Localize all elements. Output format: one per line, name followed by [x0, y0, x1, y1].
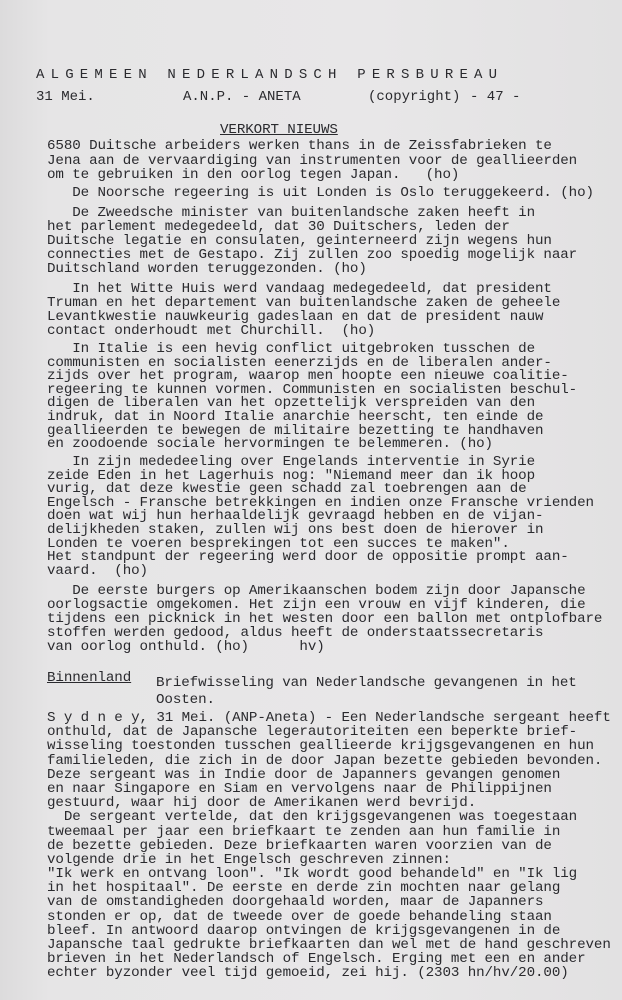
text-line: van oorlog onthuld. (ho) hv)	[47, 639, 325, 655]
text-line: Jena aan de vervaardiging van instrumenten voor de geallieerden	[47, 152, 578, 169]
section-label: Binnenland	[47, 670, 132, 686]
text-line: Het standpunt der regeering werd door de oppositie prompt aan-	[47, 549, 569, 566]
paragraph	[47, 139, 577, 183]
text-line: Levantkwestie nauwkeurig gadeslaan en dat de president nauw	[47, 309, 544, 325]
text-line: Londen te voeren besprekingen tot een succes te maken".	[47, 535, 510, 552]
text-line: indruk, dat in Noord Italie anarchie heerscht, ten einde de	[47, 408, 544, 425]
paragraph	[47, 584, 602, 654]
text-line: om te gebruiken in den oorlog tegen Japan. (ho)	[47, 167, 460, 183]
text-line: stonden er op, dat de tweede over de goede behandeling staan	[47, 908, 552, 925]
text-line: volgende drie in het Engelsch geschreven zinnen:	[47, 851, 451, 868]
text-line: Duitsche legatie en consulaten, geinterneerd zijn wegens hun	[47, 233, 552, 249]
text-line: oorlogsactie omgekomen. Het zijn een vrouw en vijf kinderen, die	[47, 597, 586, 613]
text-line: en naar Singapore en Siam en vervolgens naar de Philippijnen	[47, 780, 552, 797]
paragraph	[47, 456, 594, 578]
text-line: digen de liberalen van het opzettelijk verspreiden van den	[47, 395, 536, 412]
text-line: In Italie is een hevig conflict uitgebroken tusschen de	[47, 341, 536, 357]
text-line: delijkheden staken, zullen wij ons best doen de hierover in	[47, 521, 544, 538]
text-line: tweemaal per jaar een briefkaart te zenden aan hun familie in	[47, 823, 561, 840]
text-line: van de omstandigheden doorgehaald worden, maar de Japanners	[47, 894, 544, 911]
text-line: vurig, dat deze kwestie geen schadd zal toebrengen aan de	[47, 481, 527, 498]
text-line: De Noorsche regeering is uit Londen is Oslo teruggekeerd. (ho)	[47, 185, 594, 201]
headline-line: Briefwisseling van Nederlandsche gevangenen in het	[156, 675, 577, 691]
text-line: regeering te kunnen vormen. Communisten en socialisten beschul-	[47, 381, 578, 398]
paragraph	[47, 282, 560, 338]
date: 31 Mei.	[36, 89, 95, 105]
text-line: Japansche taal gedrukte briefkaarten dan wel met de hand geschreven	[47, 937, 611, 953]
text-line: In zijn mededeeling over Engelands interventie in Syrie	[47, 454, 536, 470]
text-line: zijds over het program, waarop men hoopte een nieuwe coalitie-	[47, 368, 569, 385]
text-line: In het Witte Huis werd vandaag medegedeeld, dat president	[47, 281, 552, 297]
text-line: brieven in het Nederlandsch of Engelsch. Erging met een en ander	[47, 951, 586, 968]
text-line: S y d n e y, 31 Mei. (ANP-Aneta) - Een Nederlandsche sergeant heeft	[47, 710, 611, 726]
text-line: en zoodoende sociale hervormingen te belemmeren. (ho)	[47, 436, 493, 453]
text-line: "Ik werk en ontvang loon". "Ik wordt good behandeld" en "Ik lig	[47, 866, 578, 883]
text-line: Duitschland worden teruggezonden. (ho)	[47, 261, 367, 277]
text-line: De sergeant vertelde, dat den krijgsgevangenen was toegestaan	[47, 809, 578, 826]
text-line: De Zweedsche minister van buitenlandsche zaken heeft in	[47, 205, 536, 221]
text-line: echter byzonder veel tijd gemoeid, zei hij. (2303 hn/hv/20.00)	[47, 965, 569, 982]
text-line: De eerste burgers op Amerikaanschen bodem zijn door Japansche	[47, 583, 586, 599]
text-line: connecties met de Gestapo. Zij zullen zoo spoedig mogelijk naar	[47, 247, 578, 263]
text-line: familieleden, die zich in de door Japan bezette gebieden bevonden.	[47, 752, 603, 769]
text-line: geallieerden te bewegen de militaire bezetting te handhaven	[47, 422, 544, 439]
headline-line: Oosten.	[156, 692, 215, 708]
text-line: het parlement medegedeeld, dat 30 Duitschers, leden der	[47, 219, 510, 235]
agency-name: ALGEMEEN NEDERLANDSCH PERSBUREAU	[36, 67, 504, 83]
page-number: - 47 -	[470, 89, 521, 105]
text-line: wisseling toestonden tusschen geallieerde krijgsgevangenen en hun	[47, 738, 594, 755]
section-title: VERKORT NIEUWS	[220, 122, 338, 138]
source: A.N.P. - ANETA	[183, 89, 301, 105]
text-line: de bezette gebieden. Deze briefkaarten waren voorzien van de	[47, 837, 552, 854]
text-line: Deze sergeant was in Indie door de Japanners gevangen genomen	[47, 766, 561, 783]
text-line: doen wat wij hun herhaaldelijk gevraagd hebben en de vijan-	[47, 508, 544, 525]
copyright: (copyright)	[368, 89, 461, 105]
text-line: zeide Eden in het Lagerhuis nog: "Niemand meer dan ik hoop	[47, 467, 536, 484]
text-line: Engelsch - Fransche betrekkingen en indien onze Fransche vrienden	[47, 494, 594, 511]
text-line: communisten en socialisten eenerzijds en de liberalen ander-	[47, 354, 552, 371]
paragraph	[47, 206, 577, 276]
paragraph	[47, 186, 594, 200]
text-line: bleef. In antwoord daarop ontvingen de krijgsgevangenen in de	[47, 922, 561, 939]
text-line: tijdens een picknick in het westen door een ballon met ontplofbare	[47, 611, 603, 627]
paragraph	[47, 343, 577, 452]
article-body	[47, 711, 611, 981]
text-line: in het hospitaal". De eerste en derde zin mochten naar gelang	[47, 880, 561, 897]
text-line: onthuld, dat de Japansche legerautoriteiten een beperkte brief-	[47, 724, 578, 741]
text-line: Truman en het departement van buitenlandsche zaken de geheele	[47, 295, 561, 311]
text-line: stoffen werden gedood, aldus heeft de onderstaatssecretaris	[47, 625, 544, 641]
text-line: 6580 Duitsche arbeiders werken thans in de Zeissfabrieken te	[47, 138, 552, 154]
text-line: gestuurd, waar hij door de Amerikanen werd bevrijd.	[47, 795, 477, 812]
text-line: contact onderhoudt met Churchill. (ho)	[47, 323, 376, 339]
text-line: vaard. (ho)	[47, 562, 148, 579]
